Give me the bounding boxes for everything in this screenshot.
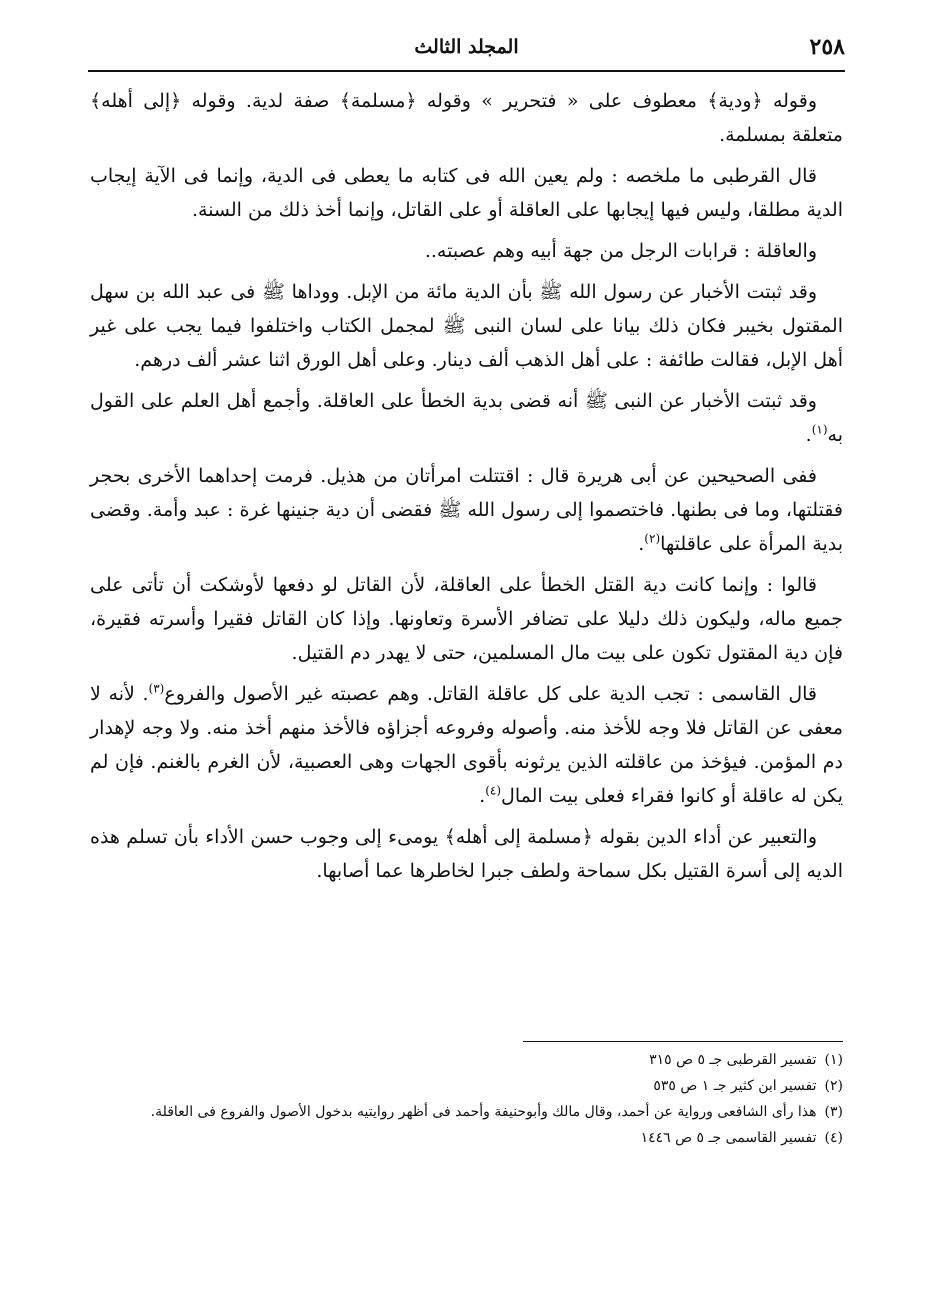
page-number: ٢٥٨ xyxy=(809,34,845,60)
paragraph: والعاقلة : قرابات الرجل من جهة أبيه وهم عصبته.. xyxy=(424,240,817,262)
footnote-ref: (٢) xyxy=(644,531,661,546)
header-rule xyxy=(88,70,845,72)
paragraph: قال القاسمى : تجب الدية على كل عاقلة القاتل. وهم عصبته غير الأصول والفروع$^{(٣)}$. لأنه لا معفى عن القاتل فلا وجه للأخذ منه. وأصوله وفروعه أجزاؤه فالأخذ منهم أخذ منه. ولا وجه لإهدار دم المؤمن. فيؤخذ من عاقلته الذين يرثونه بأقوى الجهات وهى العصبية، لأن الغرم بالغنم. فإن لم يكن له عاقلة أو كانوا فقراء فعلى بيت المال$^{(٤)}$. xyxy=(90,681,843,807)
footnote-ref: (٣) xyxy=(148,681,165,696)
paragraph: قالوا : وإنما كانت دية القتل الخطأ على العاقلة، لأن القاتل لو دفعها لأوشكت أن تأتى على جميع ماله، وليكون ذلك دليلا على تضافر الأسرة وتعاونها. وإذا كان القاتل فقيرا وأسرته فقيرة، فإن دية المقتول تكون على بيت مال المسلمين، حتى لا يهدر دم القتيل. xyxy=(90,574,843,664)
paragraph: وقوله ﴿ودية﴾ معطوف على « فتحرير » وقوله ﴿مسلمة﴾ صفة لدية. وقوله ﴿إلى أهله﴾ متعلقة بمسلمة. xyxy=(90,90,843,146)
volume-title: المجلد الثالث xyxy=(414,36,519,58)
footnote: (٤)تفسير القاسمى جـ ٥ ص ١٤٤٦ xyxy=(640,1130,843,1146)
paragraph: وقد ثبتت الأخبار عن النبى ﷺ أنه قضى بدية الخطأ على العاقلة. وأجمع أهل العلم على القول به$^{(١)}$. xyxy=(90,390,843,446)
body-text xyxy=(90,84,843,895)
footnote: (٣)هذا رأى الشافعى ورواية عن أحمد، وقال مالك وأبوحنيفة وأحمد فى أظهر روايتيه بدخول الأصول والفروع فى العاقلة. xyxy=(150,1104,843,1120)
footnote: (١)تفسير القرطبى جـ ٥ ص ٣١٥ xyxy=(649,1052,843,1068)
footnotes xyxy=(90,1048,843,1152)
paragraph: ففى الصحيحين عن أبى هريرة قال : اقتتلت امرأتان من هذيل. فرمت إحداهما الأخرى بحجر فقتلتها، وما فى بطنها. فاختصموا إلى رسول الله ﷺ فقضى أن دية جنينها غرة : عبد وأمة. وقضى بدية المرأة على عاقلتها$^{(٢)}$. xyxy=(90,465,843,555)
paragraph: والتعبير عن أداء الدين بقوله ﴿مسلمة إلى أهله﴾ يومىء إلى وجوب حسن الأداء بأن تسلم هذه الديه إلى أسرة القتيل بكل سماحة ولطف جبرا لخاطرها عما أصابها. xyxy=(90,826,843,882)
footnote-ref: (٤) xyxy=(485,783,502,798)
page-header xyxy=(88,30,845,70)
footnote: (٢)تفسير ابن كثير جـ ١ ص ٥٣٥ xyxy=(653,1078,843,1094)
footnote-rule xyxy=(523,1041,843,1042)
paragraph: وقد ثبتت الأخبار عن رسول الله ﷺ بأن الدية مائة من الإبل. ووداها ﷺ فى عبد الله بن سهل المقتول بخيبر فكان ذلك بيانا على لسان النبى ﷺ لمجمل الكتاب واختلفوا فيما يجب على غير أهل الإبل، فقالت طائفة : على أهل الذهب ألف دينار. وعلى أهل الورق اثنا عشر ألف درهم. xyxy=(90,281,843,371)
paragraph: قال القرطبى ما ملخصه : ولم يعين الله فى كتابه ما يعطى فى الدية، وإنما فى الآية إيجاب الدية مطلقا، وليس فيها إيجابها على العاقلة أو على القاتل، وإنما أخذ ذلك من السنة. xyxy=(90,165,843,221)
footnote-ref: (١) xyxy=(811,422,828,437)
